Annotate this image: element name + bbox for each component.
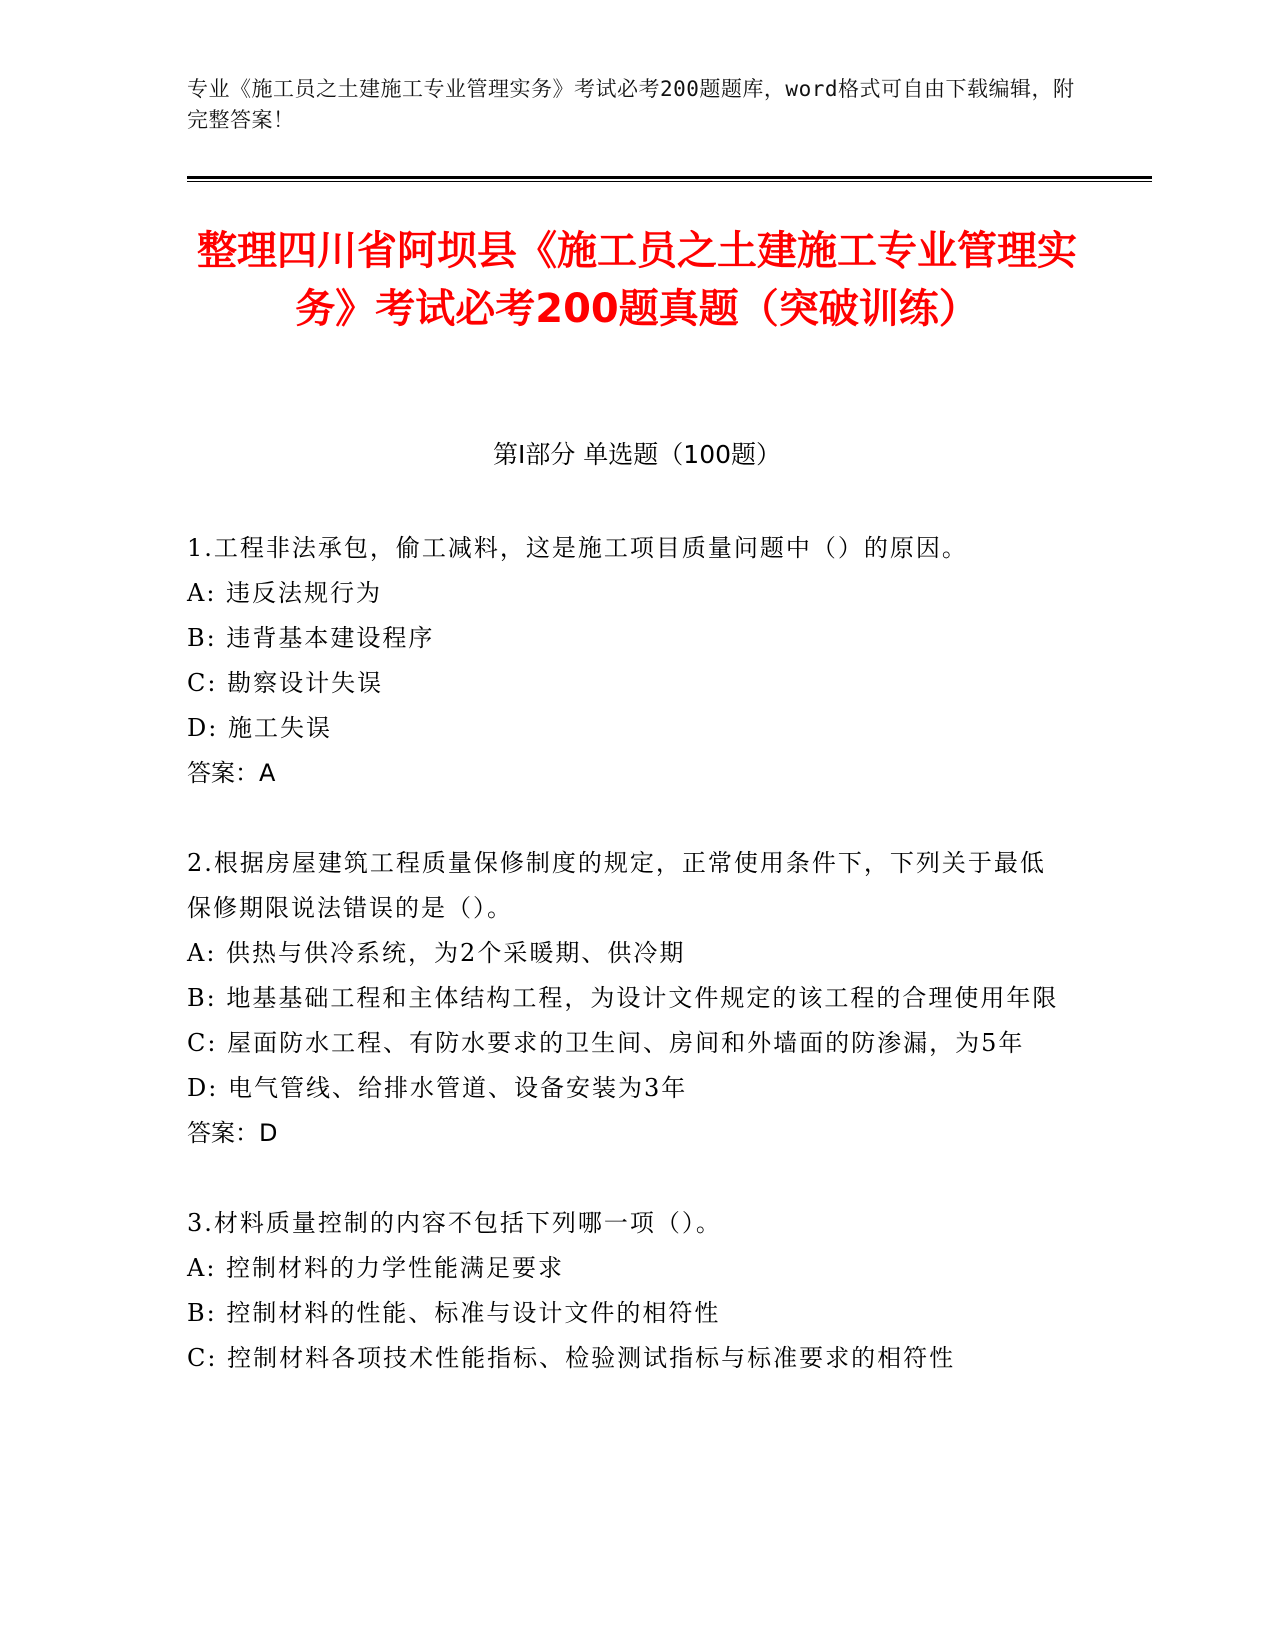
option-a: A: 供热与供冷系统，为2个采暖期、供冷期 (187, 939, 686, 967)
option-a: A: 违反法规行为 (187, 579, 383, 607)
option-c: C: 屋面防水工程、有防水要求的卫生间、房间和外墙面的防渗漏，为5年 (187, 1029, 1025, 1057)
header-rule-thin (187, 181, 1152, 182)
header-note: 专业《施工员之土建施工专业管理实务》考试必考200题题库，word格式可自由下载编辑，附完整答案！ (187, 77, 1075, 132)
option-c: C: 勘察设计失误 (187, 669, 384, 697)
option-d: D: 施工失误 (187, 714, 332, 742)
question-stem: 2.根据房屋建筑工程质量保修制度的规定，正常使用条件下，下列关于最低保修期限说法错误的是（）。 (187, 849, 1046, 922)
option-b: B: 违背基本建设程序 (187, 624, 435, 652)
question-2 (187, 841, 1067, 1156)
option-a: A: 控制材料的力学性能满足要求 (187, 1254, 565, 1282)
option-b: B: 地基基础工程和主体结构工程，为设计文件规定的该工程的合理使用年限 (187, 984, 1059, 1012)
answer: 答案：A (187, 759, 276, 787)
question-3 (187, 1201, 1067, 1381)
question-1 (187, 526, 1067, 796)
question-list (187, 526, 1067, 1426)
option-c: C: 控制材料各项技术性能指标、检验测试指标与标准要求的相符性 (187, 1344, 956, 1372)
question-stem: 1.工程非法承包，偷工减料，这是施工项目质量问题中（）的原因。 (187, 534, 968, 562)
option-d: D: 电气管线、给排水管道、设备安装为3年 (187, 1074, 688, 1102)
question-stem: 3.材料质量控制的内容不包括下列哪一项（）。 (187, 1209, 722, 1237)
document-title: 整理四川省阿坝县《施工员之土建施工专业管理实务》考试必考200题真题（突破训练） (197, 228, 1077, 332)
section-title: 第I部分 单选题（100题） (492, 440, 782, 469)
header-rule-thick (187, 176, 1152, 179)
option-b: B: 控制材料的性能、标准与设计文件的相符性 (187, 1299, 721, 1327)
answer: 答案：D (187, 1119, 278, 1147)
